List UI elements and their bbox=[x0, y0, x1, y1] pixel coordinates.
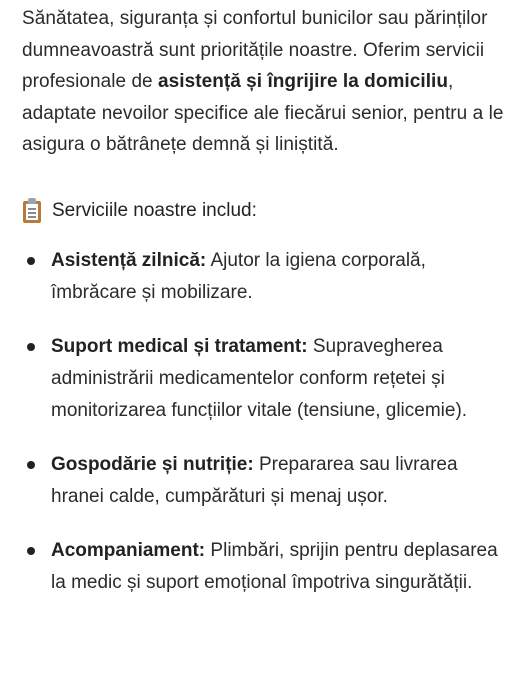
list-item bbox=[22, 535, 505, 599]
intro-paragraph bbox=[22, 3, 505, 161]
intro-text-end: , adaptate nevoilor specifice ale fiecărui senior, pentru a le asigura o bătrânețe demnă și liniștită. bbox=[22, 71, 504, 155]
list-item bbox=[22, 449, 505, 513]
services-heading bbox=[22, 197, 505, 225]
services-list bbox=[22, 245, 505, 599]
intro-highlight: asistență și îngrijire la domiciliu bbox=[158, 71, 449, 92]
clipboard-icon bbox=[22, 198, 42, 223]
service-description: Prepararea sau livrarea hranei calde, cumpărături și menaj ușor. bbox=[51, 453, 458, 507]
service-title: Gospodărie și nutriție: bbox=[51, 453, 254, 475]
service-description: Ajutor la igiena corporală, îmbrăcare și mobilizare. bbox=[51, 249, 426, 303]
bullet-icon bbox=[27, 257, 35, 265]
intro-text-start: Sănătatea, siguranța și confortul bunicilor sau părinților dumneavoastră sunt prioritățile noastre. Oferim servicii profesionale de bbox=[22, 8, 488, 92]
service-title: Asistență zilnică: bbox=[51, 249, 207, 271]
service-description: Plimbări, sprijin pentru deplasarea la medic și suport emoțional împotriva singurătății. bbox=[51, 539, 498, 593]
list-item bbox=[22, 331, 505, 427]
bullet-icon bbox=[27, 547, 35, 555]
list-item bbox=[22, 245, 505, 309]
bullet-icon bbox=[27, 461, 35, 469]
services-heading-text: Serviciile noastre includ: bbox=[52, 199, 257, 221]
bullet-icon bbox=[27, 343, 35, 351]
service-title: Acompaniament: bbox=[51, 539, 206, 561]
service-description: Supravegherea administrării medicamentelor conform rețetei și monitorizarea funcțiilor vitale (tensiune, glicemie). bbox=[51, 335, 468, 421]
service-title: Suport medical și tratament: bbox=[51, 335, 308, 357]
